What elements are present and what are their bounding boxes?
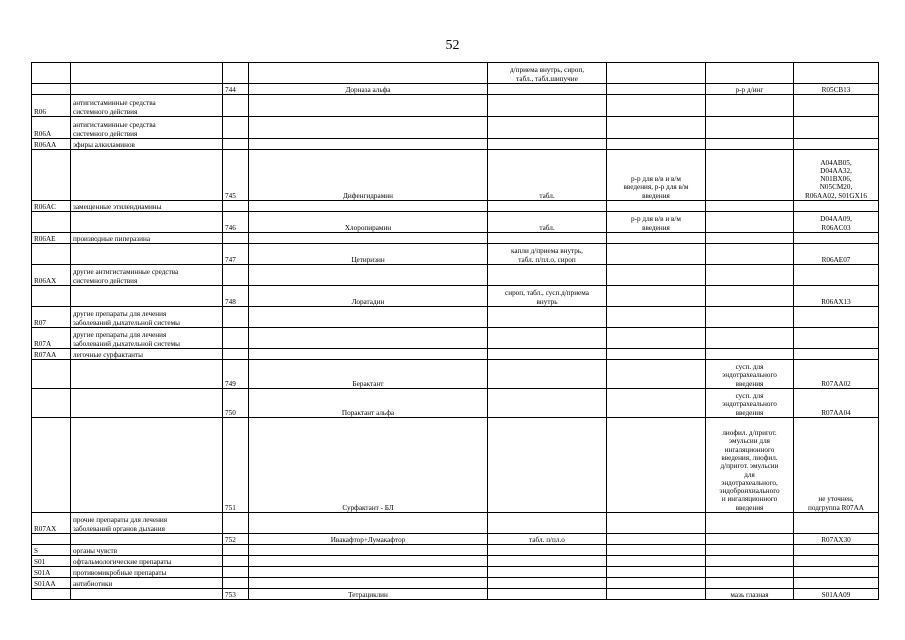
item-number-cell xyxy=(223,63,249,84)
atc-codes-cell-cell xyxy=(794,95,879,117)
oral-form-cell xyxy=(488,139,607,150)
other-form-cell xyxy=(706,328,794,349)
atc-code-cell: R07AX xyxy=(32,513,71,534)
atc-group-name-cell: замещенные этилендиамины xyxy=(71,201,223,212)
other-form-cell xyxy=(706,201,794,212)
drug-name-cell: Цетиризин xyxy=(249,244,488,265)
atc-codes-cell-cell xyxy=(794,201,879,212)
oral-form-cell xyxy=(488,389,607,418)
other-form-cell: р-р д/инг xyxy=(706,84,794,95)
oral-form-cell xyxy=(488,513,607,534)
other-form-cell xyxy=(706,244,794,265)
atc-code-cell xyxy=(32,150,71,201)
other-form-cell xyxy=(706,578,794,589)
injection-form-cell xyxy=(607,389,706,418)
atc-group-name-cell xyxy=(71,84,223,95)
other-form-cell xyxy=(706,117,794,139)
item-number-cell: 747 xyxy=(223,244,249,265)
atc-code-cell: R06AE xyxy=(32,233,71,244)
table-row xyxy=(32,139,879,150)
other-form-cell xyxy=(706,307,794,328)
atc-group-name-cell: офтальмологические препараты xyxy=(71,556,223,567)
atc-codes-cell-cell: не уточнен, подгруппа R07AA xyxy=(794,418,879,513)
atc-codes-cell-cell: R07AX30 xyxy=(794,534,879,545)
drug-name-cell xyxy=(249,265,488,286)
atc-code-cell xyxy=(32,389,71,418)
table-row xyxy=(32,201,879,212)
atc-codes-cell-cell: A04AB05, D04AA32, N01BX06, N05CM20, R06AA02, S01GX16 xyxy=(794,150,879,201)
item-number-cell: 750 xyxy=(223,389,249,418)
atc-codes-cell-cell xyxy=(794,545,879,556)
atc-group-name-cell: другие препараты для лечения заболеваний дыхательной системы xyxy=(71,307,223,328)
atc-group-name-cell: другие препараты для лечения заболеваний дыхательной системы xyxy=(71,328,223,349)
oral-form-cell: табл. xyxy=(488,212,607,233)
atc-group-name-cell: противомикробные препараты xyxy=(71,567,223,578)
atc-code-cell: R06AX xyxy=(32,265,71,286)
injection-form-cell xyxy=(607,244,706,265)
atc-group-name-cell xyxy=(71,63,223,84)
table-row xyxy=(32,556,879,567)
atc-codes-cell-cell xyxy=(794,578,879,589)
atc-code-cell xyxy=(32,589,71,600)
other-form-cell xyxy=(706,139,794,150)
atc-code-cell xyxy=(32,534,71,545)
atc-codes-cell-cell: R05CB13 xyxy=(794,84,879,95)
item-number-cell xyxy=(223,349,249,360)
atc-group-name-cell: антигистаминные средства системного действия xyxy=(71,95,223,117)
oral-form-cell: д/приема внутрь, сироп, табл., табл.шипучие xyxy=(488,63,607,84)
atc-code-cell xyxy=(32,63,71,84)
table-row xyxy=(32,513,879,534)
atc-group-name-cell: другие антигистаминные средства системного действия xyxy=(71,265,223,286)
drug-name-cell xyxy=(249,556,488,567)
table-row xyxy=(32,360,879,389)
atc-code-cell: R07A xyxy=(32,328,71,349)
item-number-cell xyxy=(223,233,249,244)
other-form-cell xyxy=(706,95,794,117)
other-form-cell: лиофил. д/пригот. эмульсии для ингаляционного введения, лиофил. д/пригот. эмульсии для эндотрахеального, эндобронхиального и ингаляционного введения xyxy=(706,418,794,513)
table-row xyxy=(32,418,879,513)
atc-group-name-cell: легочные сурфактанты xyxy=(71,349,223,360)
item-number-cell xyxy=(223,139,249,150)
table-row xyxy=(32,567,879,578)
injection-form-cell xyxy=(607,556,706,567)
atc-group-name-cell xyxy=(71,418,223,513)
atc-code-cell: R06A xyxy=(32,117,71,139)
atc-code-cell xyxy=(32,286,71,307)
injection-form-cell xyxy=(607,360,706,389)
atc-codes-cell-cell: S01AA09 xyxy=(794,589,879,600)
injection-form-cell: р-р для в/в и в/м введения, р-р для в/м введения xyxy=(607,150,706,201)
table-row xyxy=(32,545,879,556)
item-number-cell: 745 xyxy=(223,150,249,201)
atc-code-cell: R06 xyxy=(32,95,71,117)
atc-group-name-cell: эфиры алкиламинов xyxy=(71,139,223,150)
atc-group-name-cell xyxy=(71,150,223,201)
atc-group-name-cell xyxy=(71,360,223,389)
table-row xyxy=(32,117,879,139)
atc-codes-cell-cell: R06AX13 xyxy=(794,286,879,307)
table-row xyxy=(32,63,879,84)
atc-group-name-cell: антигистаминные средства системного действия xyxy=(71,117,223,139)
other-form-cell xyxy=(706,212,794,233)
injection-form-cell xyxy=(607,286,706,307)
table-row xyxy=(32,328,879,349)
oral-form-cell xyxy=(488,545,607,556)
table-row xyxy=(32,389,879,418)
item-number-cell: 746 xyxy=(223,212,249,233)
table-row xyxy=(32,534,879,545)
oral-form-cell xyxy=(488,233,607,244)
atc-code-cell xyxy=(32,212,71,233)
table-row xyxy=(32,286,879,307)
table-row xyxy=(32,265,879,286)
other-form-cell xyxy=(706,556,794,567)
item-number-cell: 753 xyxy=(223,589,249,600)
other-form-cell xyxy=(706,567,794,578)
drug-table xyxy=(31,62,879,600)
drug-name-cell xyxy=(249,117,488,139)
injection-form-cell xyxy=(607,578,706,589)
atc-code-cell: S01 xyxy=(32,556,71,567)
atc-group-name-cell xyxy=(71,244,223,265)
item-number-cell: 752 xyxy=(223,534,249,545)
atc-codes-cell-cell xyxy=(794,328,879,349)
item-number-cell: 744 xyxy=(223,84,249,95)
atc-code-cell: S xyxy=(32,545,71,556)
atc-code-cell xyxy=(32,244,71,265)
other-form-cell xyxy=(706,286,794,307)
atc-group-name-cell: органы чувств xyxy=(71,545,223,556)
atc-codes-cell-cell xyxy=(794,63,879,84)
atc-code-cell: R06AC xyxy=(32,201,71,212)
item-number-cell xyxy=(223,513,249,534)
injection-form-cell xyxy=(607,95,706,117)
drug-name-cell xyxy=(249,95,488,117)
oral-form-cell xyxy=(488,265,607,286)
item-number-cell xyxy=(223,307,249,328)
oral-form-cell: табл. xyxy=(488,150,607,201)
atc-codes-cell-cell xyxy=(794,567,879,578)
injection-form-cell xyxy=(607,84,706,95)
oral-form-cell xyxy=(488,578,607,589)
drug-name-cell xyxy=(249,545,488,556)
atc-codes-cell-cell xyxy=(794,265,879,286)
atc-group-name-cell xyxy=(71,286,223,307)
drug-name-cell: Порактант альфа xyxy=(249,389,488,418)
injection-form-cell xyxy=(607,307,706,328)
atc-group-name-cell xyxy=(71,589,223,600)
drug-name-cell: Дифенгидрамин xyxy=(249,150,488,201)
drug-name-cell xyxy=(249,307,488,328)
atc-group-name-cell: антибиотики xyxy=(71,578,223,589)
atc-group-name-cell: прочие препараты для лечения заболеваний органов дыхания xyxy=(71,513,223,534)
page-number: 52 xyxy=(445,38,460,53)
other-form-cell xyxy=(706,534,794,545)
table-row xyxy=(32,307,879,328)
table-row xyxy=(32,212,879,233)
injection-form-cell xyxy=(607,139,706,150)
drug-name-cell xyxy=(249,567,488,578)
oral-form-cell xyxy=(488,307,607,328)
other-form-cell: мазь глазная xyxy=(706,589,794,600)
oral-form-cell xyxy=(488,84,607,95)
injection-form-cell xyxy=(607,117,706,139)
atc-codes-cell-cell: R06AE07 xyxy=(794,244,879,265)
table-body xyxy=(32,63,879,600)
atc-code-cell xyxy=(32,418,71,513)
injection-form-cell xyxy=(607,265,706,286)
atc-codes-cell-cell xyxy=(794,513,879,534)
injection-form-cell xyxy=(607,63,706,84)
item-number-cell xyxy=(223,556,249,567)
other-form-cell xyxy=(706,150,794,201)
atc-group-name-cell: производные пиперазина xyxy=(71,233,223,244)
table-row xyxy=(32,95,879,117)
injection-form-cell xyxy=(607,513,706,534)
item-number-cell xyxy=(223,265,249,286)
injection-form-cell xyxy=(607,201,706,212)
table-row xyxy=(32,349,879,360)
injection-form-cell xyxy=(607,418,706,513)
injection-form-cell xyxy=(607,328,706,349)
item-number-cell xyxy=(223,545,249,556)
other-form-cell xyxy=(706,545,794,556)
oral-form-cell: сироп, табл., сусп.д/приема внутрь xyxy=(488,286,607,307)
drug-name-cell: Берактант xyxy=(249,360,488,389)
other-form-cell xyxy=(706,63,794,84)
item-number-cell xyxy=(223,117,249,139)
oral-form-cell xyxy=(488,95,607,117)
item-number-cell xyxy=(223,567,249,578)
oral-form-cell xyxy=(488,360,607,389)
oral-form-cell xyxy=(488,567,607,578)
atc-codes-cell-cell xyxy=(794,233,879,244)
atc-codes-cell-cell xyxy=(794,117,879,139)
table-row xyxy=(32,233,879,244)
atc-group-name-cell xyxy=(71,534,223,545)
oral-form-cell: капли д/приема внутрь, табл. п/пл.о, сироп xyxy=(488,244,607,265)
other-form-cell: сусп. для эндотрахеального введения xyxy=(706,389,794,418)
item-number-cell xyxy=(223,328,249,349)
injection-form-cell xyxy=(607,233,706,244)
oral-form-cell xyxy=(488,589,607,600)
item-number-cell xyxy=(223,95,249,117)
drug-name-cell: Хлоропирамин xyxy=(249,212,488,233)
other-form-cell: сусп. для эндотрахеального введения xyxy=(706,360,794,389)
atc-code-cell xyxy=(32,84,71,95)
atc-code-cell: S01A xyxy=(32,567,71,578)
oral-form-cell xyxy=(488,418,607,513)
other-form-cell xyxy=(706,513,794,534)
other-form-cell xyxy=(706,349,794,360)
table-row xyxy=(32,589,879,600)
atc-codes-cell-cell xyxy=(794,349,879,360)
item-number-cell xyxy=(223,201,249,212)
drug-name-cell xyxy=(249,233,488,244)
item-number-cell: 751 xyxy=(223,418,249,513)
atc-codes-cell-cell: R07AA04 xyxy=(794,389,879,418)
oral-form-cell: табл. п/пл.о xyxy=(488,534,607,545)
drug-name-cell xyxy=(249,63,488,84)
item-number-cell: 748 xyxy=(223,286,249,307)
atc-code-cell: R07 xyxy=(32,307,71,328)
drug-name-cell: Сурфактант - БЛ xyxy=(249,418,488,513)
drug-name-cell xyxy=(249,201,488,212)
injection-form-cell xyxy=(607,567,706,578)
oral-form-cell xyxy=(488,201,607,212)
atc-group-name-cell xyxy=(71,389,223,418)
oral-form-cell xyxy=(488,349,607,360)
atc-code-cell: S01AA xyxy=(32,578,71,589)
atc-group-name-cell xyxy=(71,212,223,233)
oral-form-cell xyxy=(488,328,607,349)
injection-form-cell: р-р для в/в и в/м введения xyxy=(607,212,706,233)
other-form-cell xyxy=(706,265,794,286)
drug-name-cell xyxy=(249,578,488,589)
item-number-cell xyxy=(223,578,249,589)
oral-form-cell xyxy=(488,117,607,139)
drug-name-cell xyxy=(249,513,488,534)
atc-codes-cell-cell: D04AA09, R06AC03 xyxy=(794,212,879,233)
atc-code-cell: R06AA xyxy=(32,139,71,150)
drug-name-cell: Тетрациклин xyxy=(249,589,488,600)
table-row xyxy=(32,244,879,265)
drug-name-cell: Ивакафтор+Лумакафтор xyxy=(249,534,488,545)
drug-name-cell: Дорназа альфа xyxy=(249,84,488,95)
atc-codes-cell-cell xyxy=(794,139,879,150)
drug-name-cell xyxy=(249,139,488,150)
table-row xyxy=(32,150,879,201)
atc-codes-cell-cell: R07AA02 xyxy=(794,360,879,389)
drug-name-cell xyxy=(249,349,488,360)
table-row xyxy=(32,578,879,589)
atc-code-cell: R07AA xyxy=(32,349,71,360)
other-form-cell xyxy=(706,233,794,244)
injection-form-cell xyxy=(607,349,706,360)
item-number-cell: 749 xyxy=(223,360,249,389)
table-row xyxy=(32,84,879,95)
atc-codes-cell-cell xyxy=(794,307,879,328)
drug-name-cell xyxy=(249,328,488,349)
injection-form-cell xyxy=(607,534,706,545)
atc-code-cell xyxy=(32,360,71,389)
oral-form-cell xyxy=(488,556,607,567)
injection-form-cell xyxy=(607,545,706,556)
drug-name-cell: Лоратадин xyxy=(249,286,488,307)
atc-codes-cell-cell xyxy=(794,556,879,567)
injection-form-cell xyxy=(607,589,706,600)
